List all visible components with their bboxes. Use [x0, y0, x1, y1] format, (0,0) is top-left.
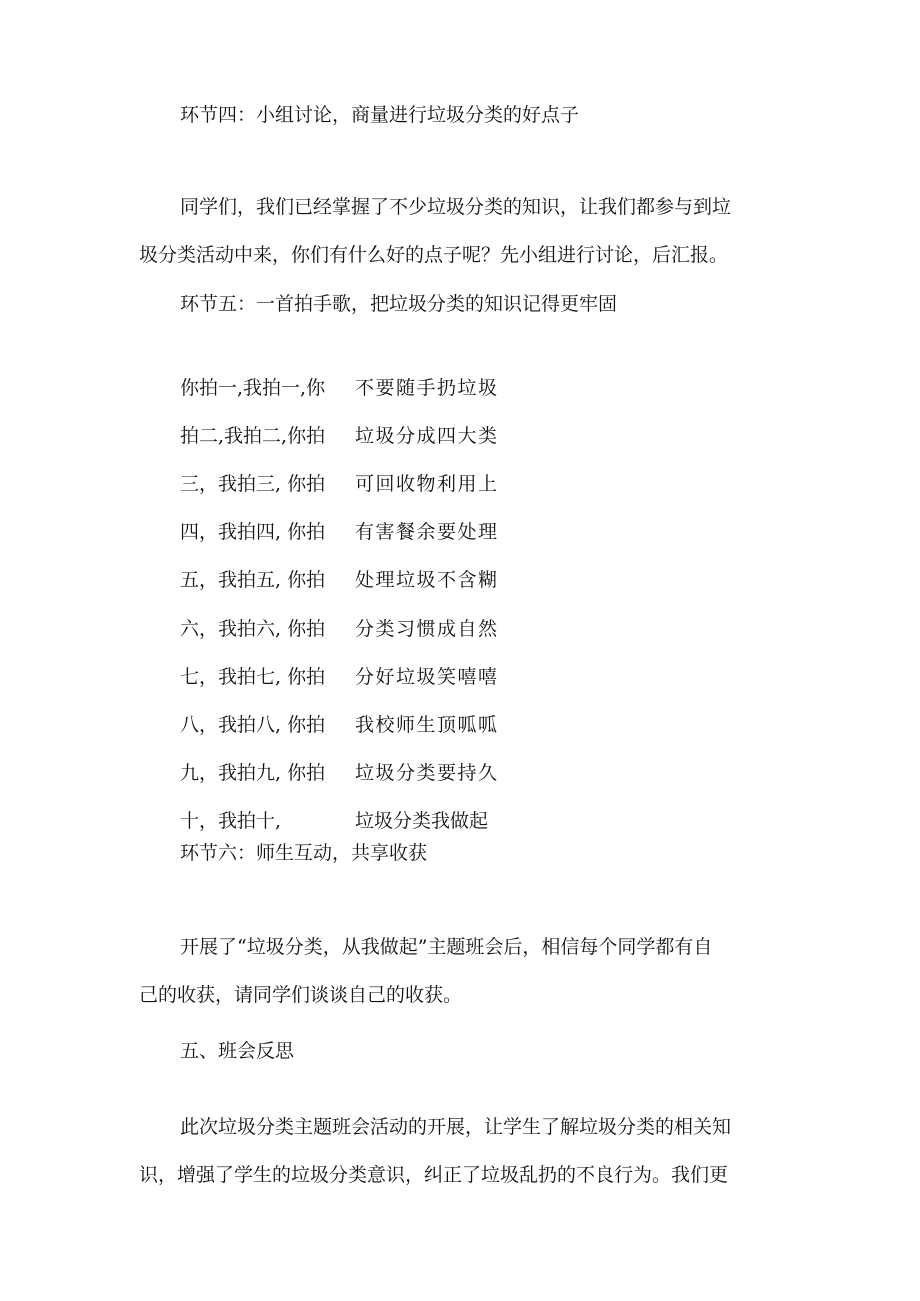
chant-response: 垃圾分类我做起 — [355, 810, 489, 832]
chant-response: 垃圾分成四大类 — [355, 425, 499, 447]
chant-call: 你拍一,我拍一,你 — [180, 377, 326, 399]
section-6-paragraph-line-2: 己的收获，请同学们谈谈自己的收获。 — [139, 984, 463, 1006]
chant-response: 可回收物利用上 — [355, 473, 499, 495]
chant-response: 有害餐余要处理 — [355, 521, 499, 543]
reflection-paragraph-line-2: 识，增强了学生的垃圾分类意识，纠正了垃圾乱扔的不良行为。我们更 — [139, 1164, 729, 1186]
chant-call: 四，我拍四, 你拍 — [180, 521, 326, 543]
chant-response: 不要随手扔垃圾 — [355, 377, 499, 399]
section-4-heading: 环节四：小组讨论，商量进行垃圾分类的好点子 — [180, 104, 580, 126]
section-6-heading: 环节六：师生互动，共享收获 — [180, 842, 428, 864]
chant-call: 拍二,我拍二,你拍 — [180, 425, 326, 447]
chant-line — [180, 761, 499, 785]
chant-line — [180, 376, 499, 400]
section-4-paragraph-line-2: 圾分类活动中来，你们有什么好的点子呢？先小组进行讨论，后汇报。 — [139, 244, 729, 266]
chant-response: 我校师生顶呱呱 — [355, 714, 499, 736]
chant-response: 处理垃圾不含糊 — [355, 569, 499, 591]
chant-call: 六，我拍六, 你拍 — [180, 618, 326, 640]
chant-call: 三，我拍三, 你拍 — [180, 473, 326, 495]
chant-call: 五，我拍五, 你拍 — [180, 569, 326, 591]
chant-line — [180, 713, 499, 737]
reflection-heading: 五、班会反思 — [180, 1040, 295, 1062]
chant-response: 分类习惯成自然 — [355, 618, 499, 640]
reflection-paragraph-line-1: 此次垃圾分类主题班会活动的开展，让学生了解垃圾分类的相关知 — [180, 1116, 732, 1138]
chant-call: 十，我拍十, — [180, 810, 282, 832]
chant-call: 九，我拍九, 你拍 — [180, 762, 326, 784]
section-4-paragraph-line-1: 同学们，我们已经掌握了不少垃圾分类的知识，让我们都参与到垃 — [180, 196, 732, 218]
section-5-heading: 环节五：一首拍手歌，把垃圾分类的知识记得更牢固 — [180, 293, 618, 315]
chant-line — [180, 520, 499, 544]
chant-line — [180, 568, 499, 592]
chant-call: 七，我拍七, 你拍 — [180, 666, 326, 688]
chant-line — [180, 665, 499, 689]
section-6-paragraph-line-1: 开展了“垃圾分类，从我做起”主题班会后，相信每个同学都有自 — [180, 936, 713, 958]
chant-line — [180, 809, 488, 833]
chant-response: 垃圾分类要持久 — [355, 762, 499, 784]
chant-call: 八，我拍八, 你拍 — [180, 714, 326, 736]
chant-response: 分好垃圾笑嘻嘻 — [355, 666, 499, 688]
chant-line — [180, 617, 499, 641]
chant-line — [180, 424, 499, 448]
chant-line — [180, 472, 499, 496]
